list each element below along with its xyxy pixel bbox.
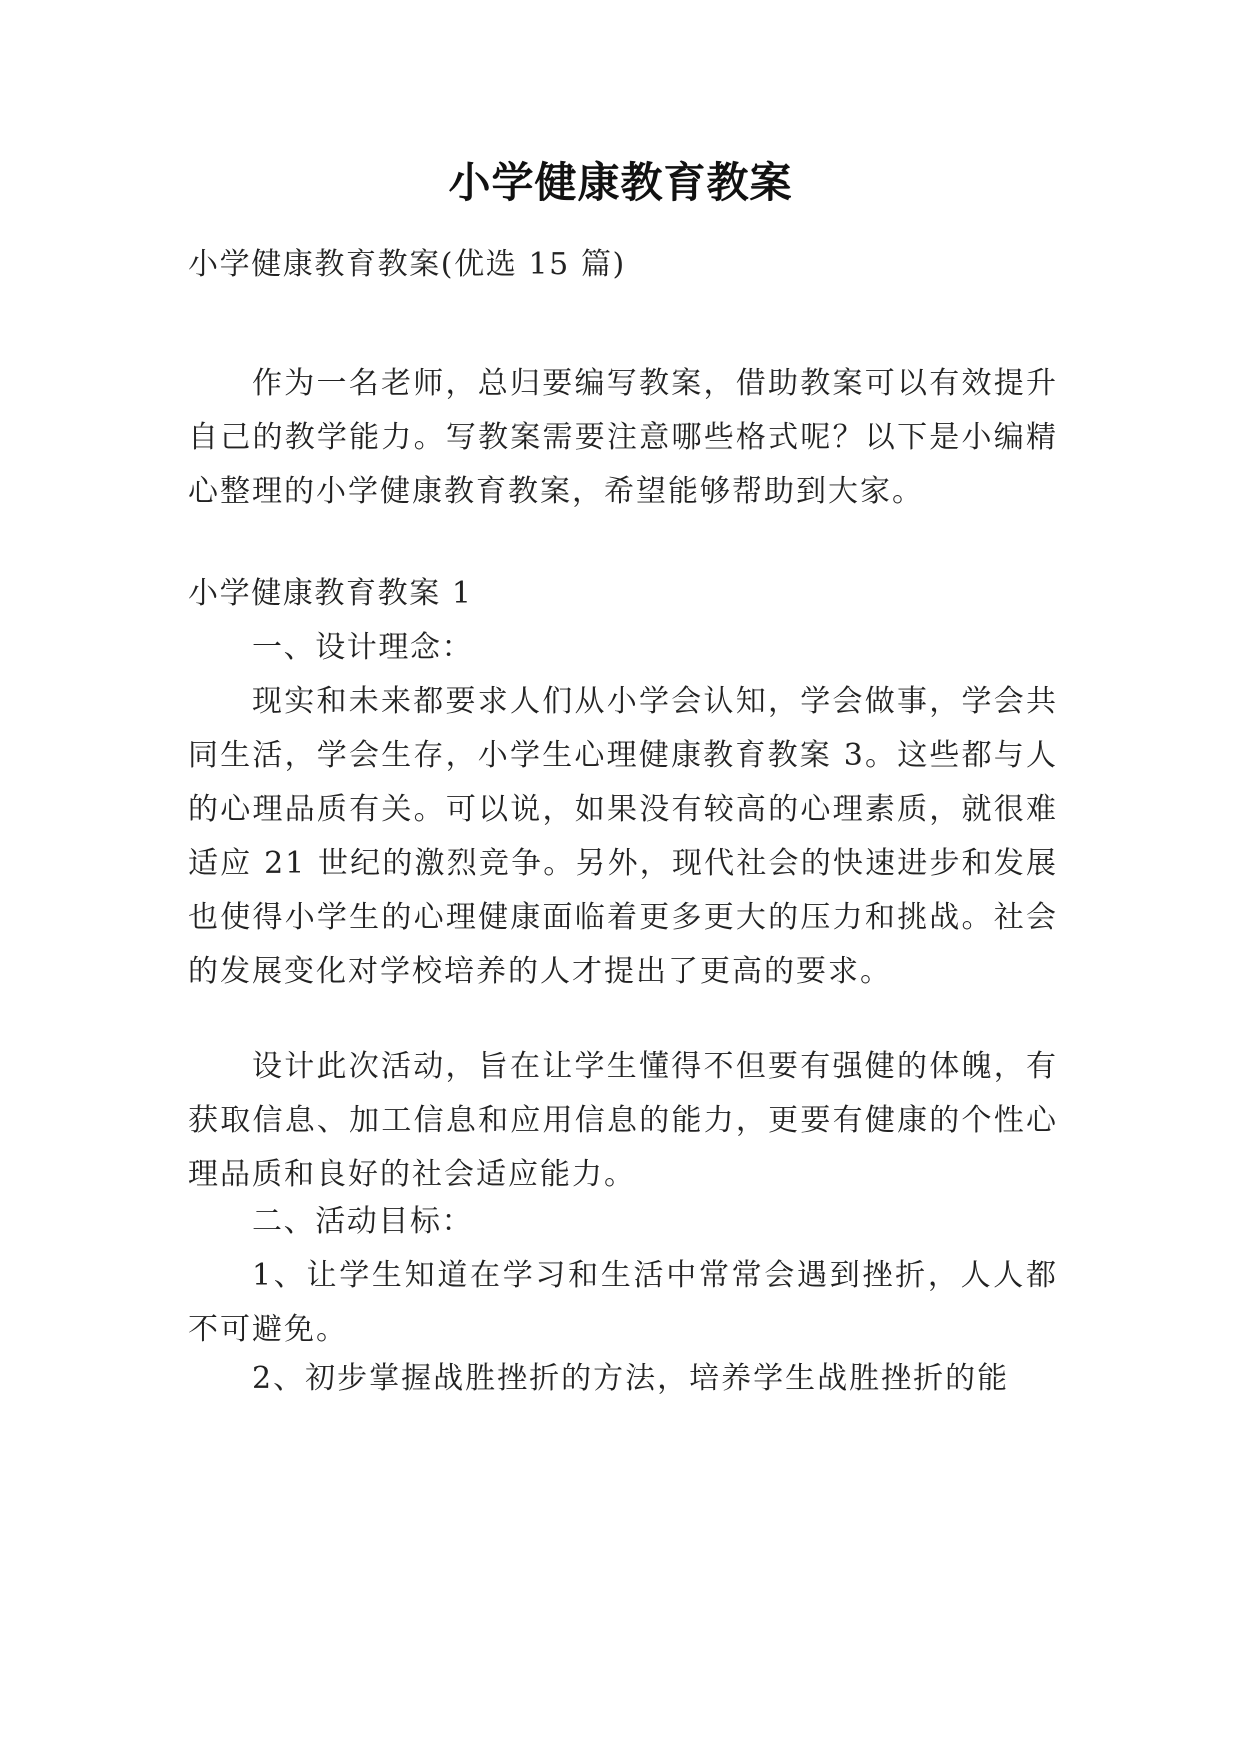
document-title: 小学健康教育教案: [448, 158, 793, 207]
goal-item-2: 2、初步掌握战胜挫折的方法，培养学生战胜挫折的能: [252, 1361, 1010, 1396]
part1-heading: 一、设计理念：: [252, 630, 474, 665]
part2-heading: 二、活动目标：: [252, 1204, 474, 1239]
document-subtitle: 小学健康教育教案(优选 15 篇): [188, 247, 626, 282]
section-heading: 小学健康教育教案 1: [188, 576, 473, 611]
goal-item-1: 1、让学生知道在学习和生活中常常会遇到挫折，人人都不可避免。: [188, 1258, 1058, 1347]
activity-purpose-paragraph: 设计此次活动，旨在让学生懂得不但要有强健的体魄，有获取信息、加工信息和应用信息的能力，更要有健康的个性心理品质和良好的社会适应能力。: [188, 1049, 1058, 1192]
intro-paragraph: 作为一名老师，总归要编写教案，借助教案可以有效提升自己的教学能力。写教案需要注意哪些格式呢？以下是小编精心整理的小学健康教育教案，希望能够帮助到大家。: [188, 366, 1058, 509]
design-concept-paragraph: 现实和未来都要求人们从小学会认知，学会做事，学会共同生活，学会生存，小学生心理健康教育教案 3。这些都与人的心理品质有关。可以说，如果没有较高的心理素质，就很难适应 21 世纪的激烈竞争。另外，现代社会的快速进步和发展也使得小学生的心理健康面临着更多更大的压力和挑战。社会的发展变化对学校培养的人才提出了更高的要求。: [188, 684, 1058, 989]
